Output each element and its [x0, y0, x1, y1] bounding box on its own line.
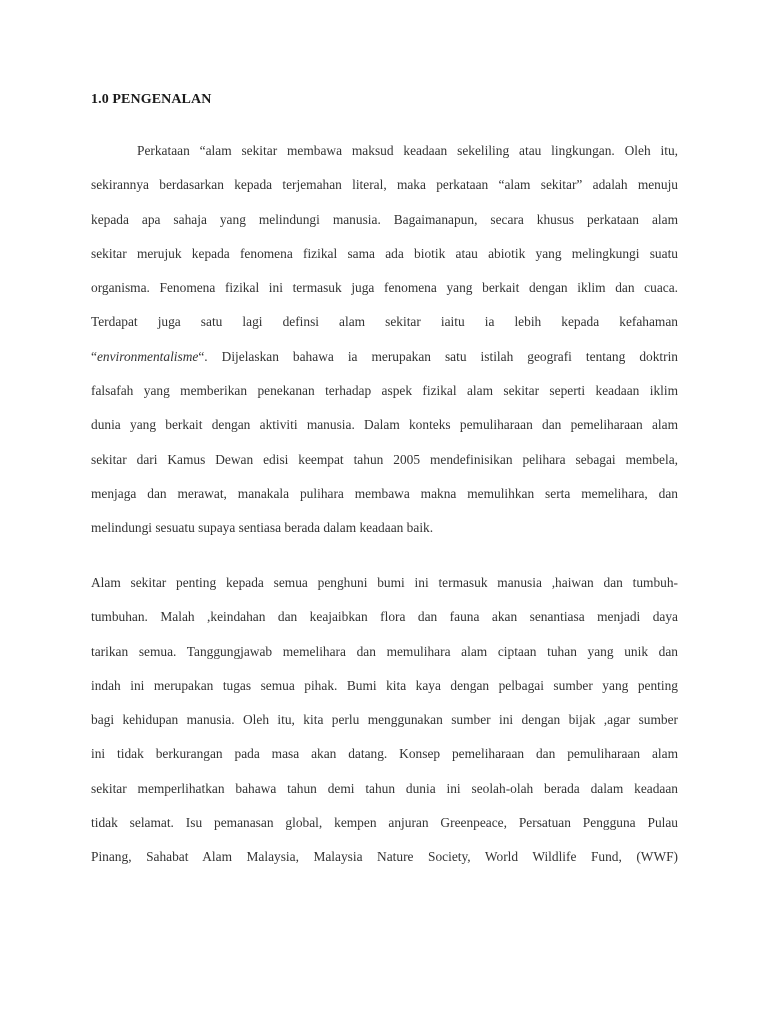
paragraph-line: organisma. Fenomena fizikal ini termasuk juga fenomena yang berkait dengan iklim dan cuaca. — [91, 280, 678, 296]
paragraph-line: tarikan semua. Tanggungjawab memelihara dan memulihara alam ciptaan tuhan yang unik dan — [91, 643, 678, 659]
italic-term: environmentalisme — [96, 348, 199, 364]
paragraph-line: tidak selamat. Isu pemanasan global, kempen anjuran Greenpeace, Persatuan Pengguna Pulau — [91, 815, 678, 831]
paragraph-line: Perkataan “alam sekitar membawa maksud keadaan sekeliling atau lingkungan. Oleh itu, — [137, 143, 678, 158]
paragraph-importance — [91, 566, 678, 875]
paragraph-line: bagi kehidupan manusia. Oleh itu, kita perlu menggunakan sumber ini dengan bijak ,agar sumber — [91, 712, 678, 728]
paragraph-introduction — [91, 134, 678, 546]
paragraph-line: dunia yang berkait dengan aktiviti manusia. Dalam konteks pemuliharaan dan pemeliharaan alam — [91, 417, 678, 433]
paragraph-line: menjaga dan merawat, manakala pulihara membawa makna memulihkan serta memelihara, dan — [91, 485, 678, 501]
paragraph-line: Alam sekitar penting kepada semua penghuni bumi ini termasuk manusia ,haiwan dan tumbuh- — [91, 575, 678, 590]
paragraph-line: ini tidak berkurangan pada masa akan datang. Konsep pemeliharaan dan pemuliharaan alam — [91, 746, 678, 762]
paragraph-line: tumbuhan. Malah ,keindahan dan keajaibkan flora dan fauna akan senantiasa menjadi daya — [91, 609, 678, 625]
paragraph-line: melindungi sesuatu supaya sentiasa berada dalam keadaan baik. — [91, 520, 434, 536]
line-remainder: “. Dijelaskan bahawa ia merupakan satu istilah geografi tentang doktrin — [198, 348, 678, 364]
paragraph-line: Pinang, Sahabat Alam Malaysia, Malaysia Nature Society, World Wildlife Fund, (WWF) — [91, 849, 678, 865]
paragraph-line: sekirannya berdasarkan kepada terjemahan literal, maka perkataan “alam sekitar” adalah menuju — [91, 177, 678, 193]
paragraph-line: sekitar memperlihatkan bahawa tahun demi tahun dunia ini seolah-olah berada dalam keadaan — [91, 780, 678, 796]
paragraph-line: sekitar merujuk kepada fenomena fizikal sama ada biotik atau abiotik yang melingkungi suatu — [91, 245, 678, 261]
paragraph-line — [91, 340, 678, 374]
paragraph-line: indah ini merupakan tugas semua pihak. Bumi kita kaya dengan pelbagai sumber yang penting — [91, 677, 678, 693]
section-heading: 1.0 PENGENALAN — [91, 92, 212, 107]
paragraph-line: kepada apa sahaja yang melindungi manusia. Bagaimanapun, secara khusus perkataan alam — [91, 211, 678, 227]
open-quote: “ — [91, 348, 97, 364]
paragraph-line: sekitar dari Kamus Dewan edisi keempat tahun 2005 mendefinisikan pelihara sebagai membela, — [91, 451, 678, 467]
paragraph-line: falsafah yang memberikan penekanan terhadap aspek fizikal alam sekitar seperti keadaan iklim — [91, 383, 678, 399]
paragraph-line: Terdapat juga satu lagi definsi alam sekitar iaitu ia lebih kepada kefahaman — [91, 314, 678, 330]
